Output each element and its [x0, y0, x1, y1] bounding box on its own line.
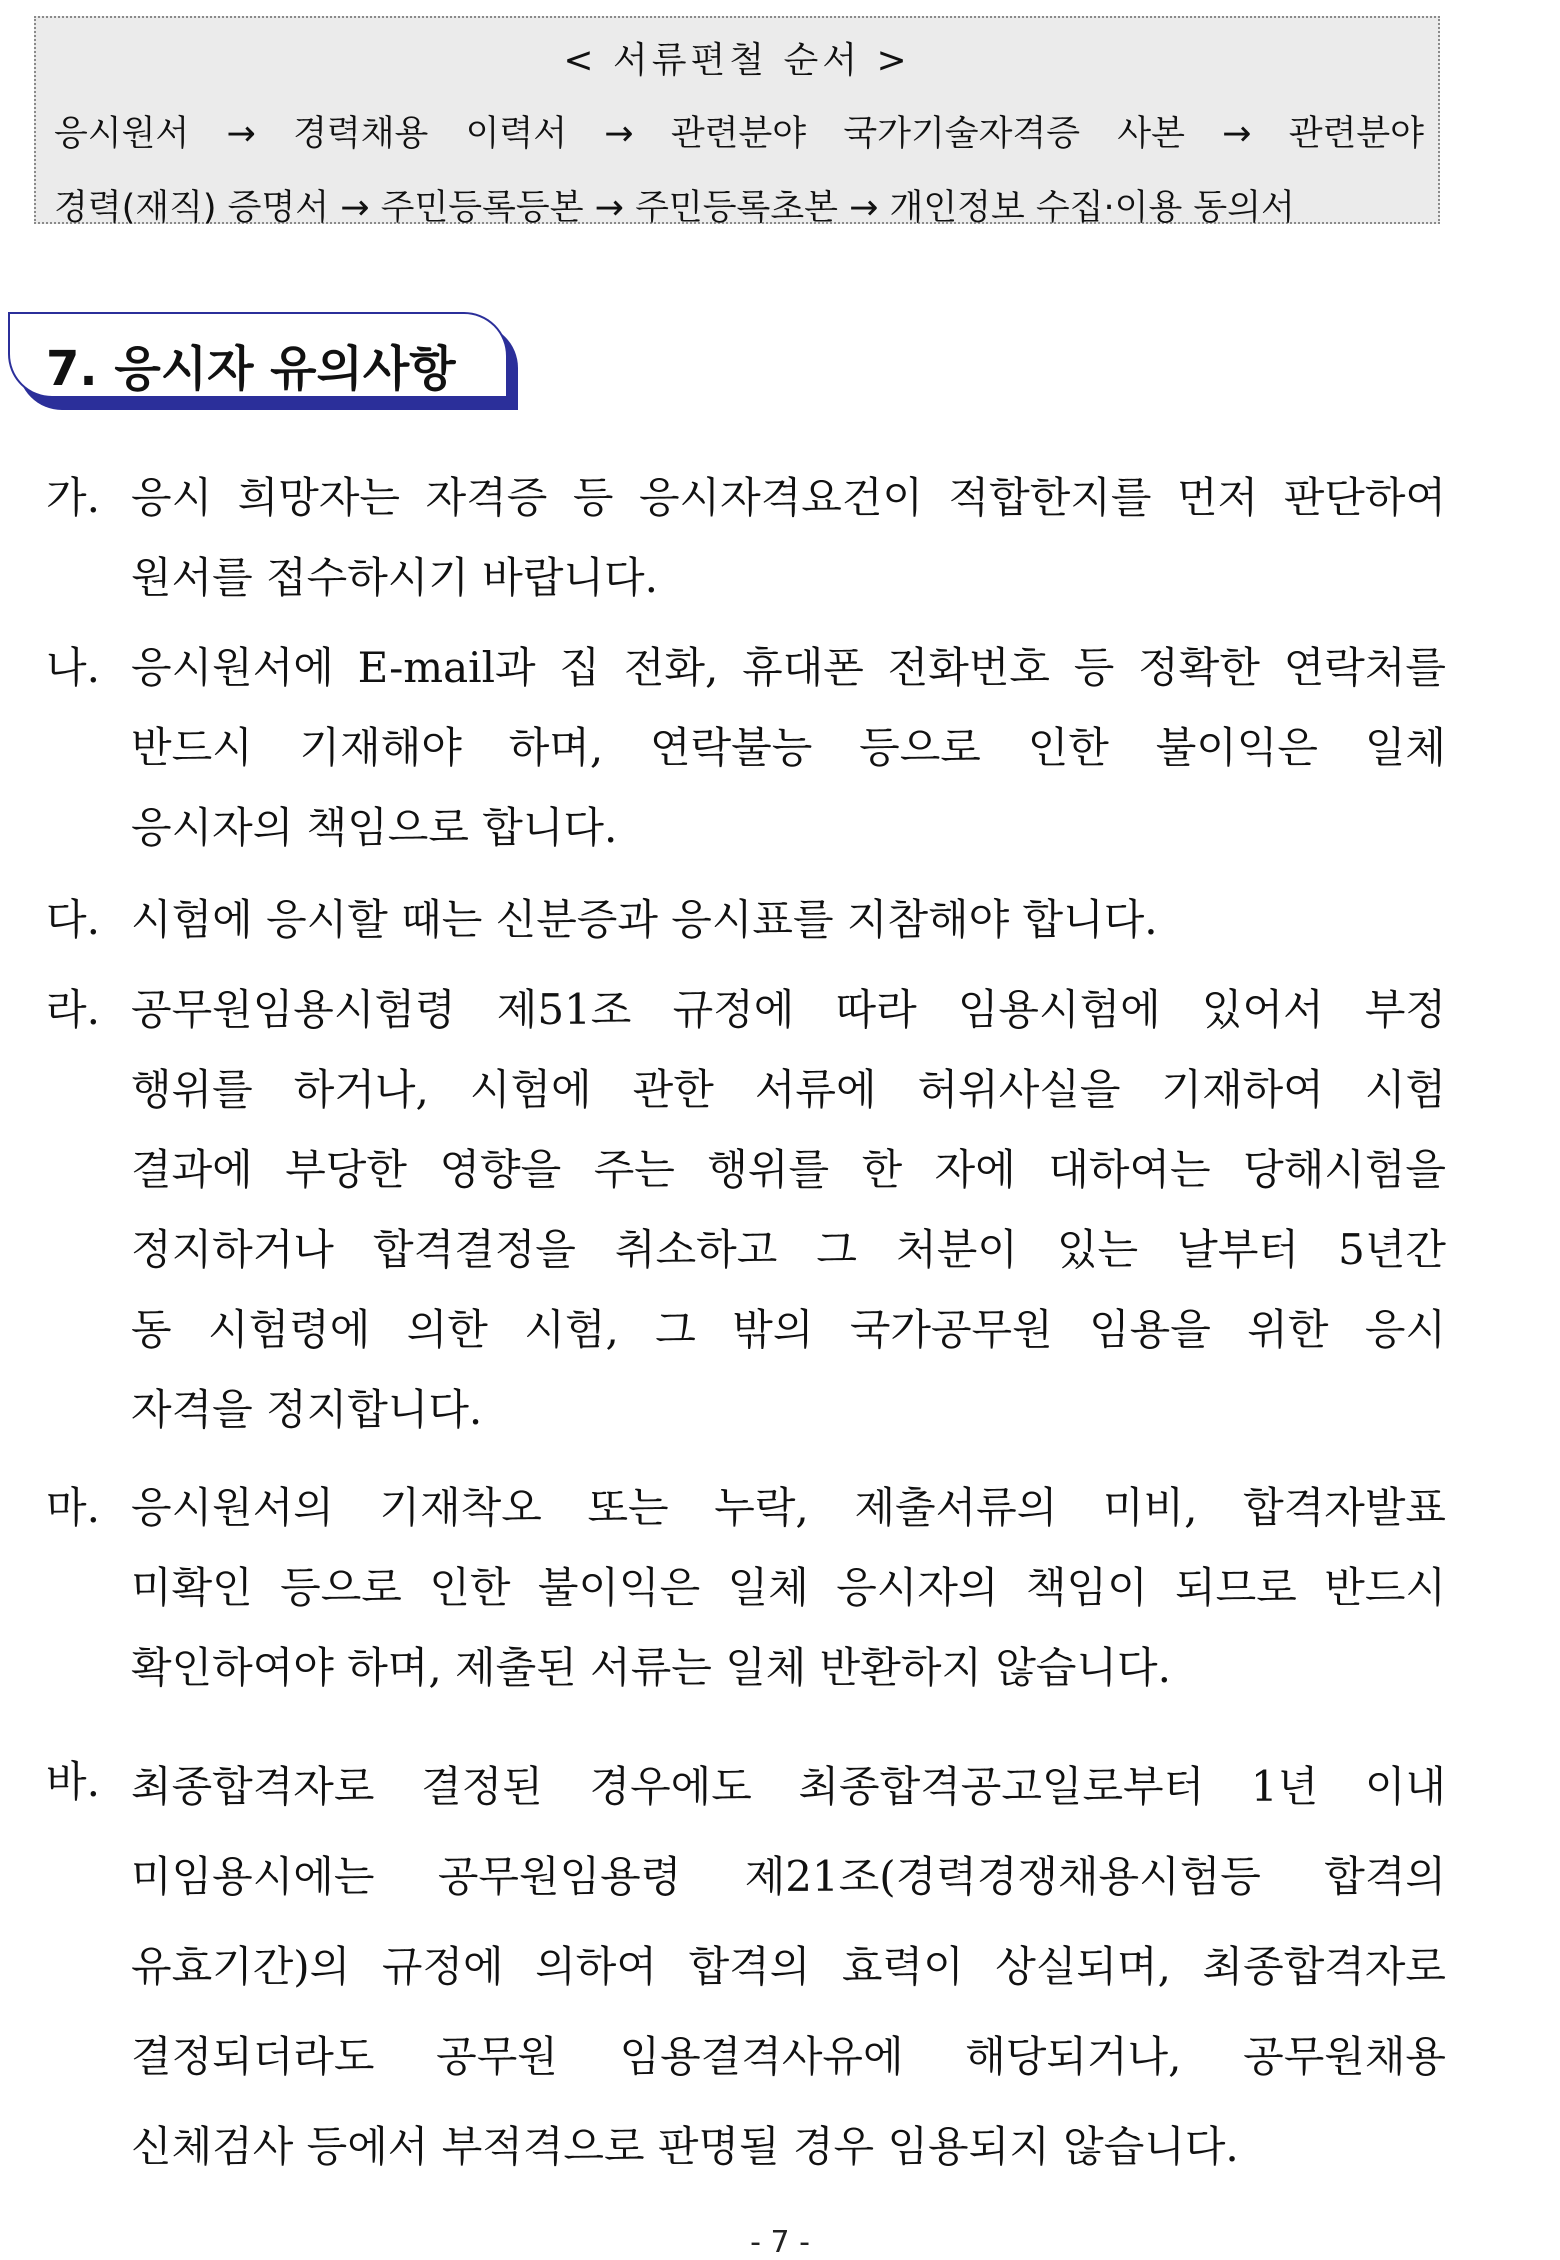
item-line: 응시자의 책임으로 합니다. [131, 803, 618, 852]
notice-item-ba [46, 1742, 1446, 2192]
section-heading-tab [8, 312, 520, 410]
item-line: 시험에 응시할 때는 신분증과 응시표를 지참해야 합니다. [131, 895, 1158, 944]
item-line: 응시 희망자는 자격증 등 응시자격요건이 적합한지를 먼저 판단하여 [131, 473, 1446, 522]
item-line: 결정되더라도 공무원 임용결격사유에 해당되거나, 공무원채용 [131, 2032, 1446, 2081]
item-line: 동 시험령에 의한 시험, 그 밖의 국가공무원 임용을 위한 응시 [131, 1305, 1446, 1354]
item-line: 확인하여야 하며, 제출된 서류는 일체 반환하지 않습니다. [131, 1643, 1171, 1692]
notice-item-ma [46, 1468, 1446, 1708]
item-marker: 마. [46, 1483, 100, 1532]
item-line: 최종합격자로 결정된 경우에도 최종합격공고일로부터 1년 이내 [131, 1762, 1446, 1811]
item-line: 응시원서에 E-mail과 집 전화, 휴대폰 전화번호 등 정확한 연락처를 [131, 643, 1446, 692]
item-line: 신체검사 등에서 부적격으로 판명될 경우 임용되지 않습니다. [131, 2122, 1239, 2171]
document-order-line-1: 응시원서 → 경력채용 이력서 → 관련분야 국가기술자격증 사본 → 관련분야 [54, 114, 1424, 154]
notice-item-ga [46, 458, 1446, 618]
item-line: 응시원서의 기재착오 또는 누락, 제출서류의 미비, 합격자발표 [131, 1483, 1446, 1532]
item-marker: 라. [46, 985, 100, 1034]
item-line: 미임용시에는 공무원임용령 제21조(경력경쟁채용시험등 합격의 [131, 1852, 1446, 1901]
item-line: 행위를 하거나, 시험에 관한 서류에 허위사실을 기재하여 시험 [131, 1065, 1446, 1114]
item-marker: 바. [46, 1757, 100, 1806]
document-order-title: < 서류편철 순서 > [563, 40, 911, 81]
page-number: - 7 - [750, 2225, 810, 2260]
notice-item-ra [46, 970, 1446, 1450]
item-line: 반드시 기재해야 하며, 연락불능 등으로 인한 불이익은 일체 [131, 723, 1446, 772]
document-order-box [34, 16, 1440, 228]
item-line: 유효기간)의 규정에 의하여 합격의 효력이 상실되며, 최종합격자로 [131, 1942, 1446, 1991]
item-marker: 나. [46, 643, 100, 692]
item-line: 원서를 접수하시기 바랍니다. [131, 553, 658, 602]
section-title: 7. 응시자 유의사항 [46, 341, 456, 397]
notice-item-na [46, 628, 1446, 868]
item-marker: 가. [46, 473, 100, 522]
document-order-line-2: 경력(재직) 증명서 → 주민등록등본 → 주민등록초본 → 개인정보 수집·이용 동의서 [54, 188, 1295, 228]
item-line: 공무원임용시험령 제51조 규정에 따라 임용시험에 있어서 부정 [131, 985, 1446, 1034]
item-line: 자격을 정지합니다. [131, 1385, 483, 1434]
item-line: 정지하거나 합격결정을 취소하고 그 처분이 있는 날부터 5년간 [131, 1225, 1446, 1274]
notice-item-da [46, 880, 1446, 960]
item-line: 미확인 등으로 인한 불이익은 일체 응시자의 책임이 되므로 반드시 [131, 1563, 1446, 1612]
item-line: 결과에 부당한 영향을 주는 행위를 한 자에 대하여는 당해시험을 [131, 1145, 1446, 1194]
item-marker: 다. [46, 895, 100, 944]
